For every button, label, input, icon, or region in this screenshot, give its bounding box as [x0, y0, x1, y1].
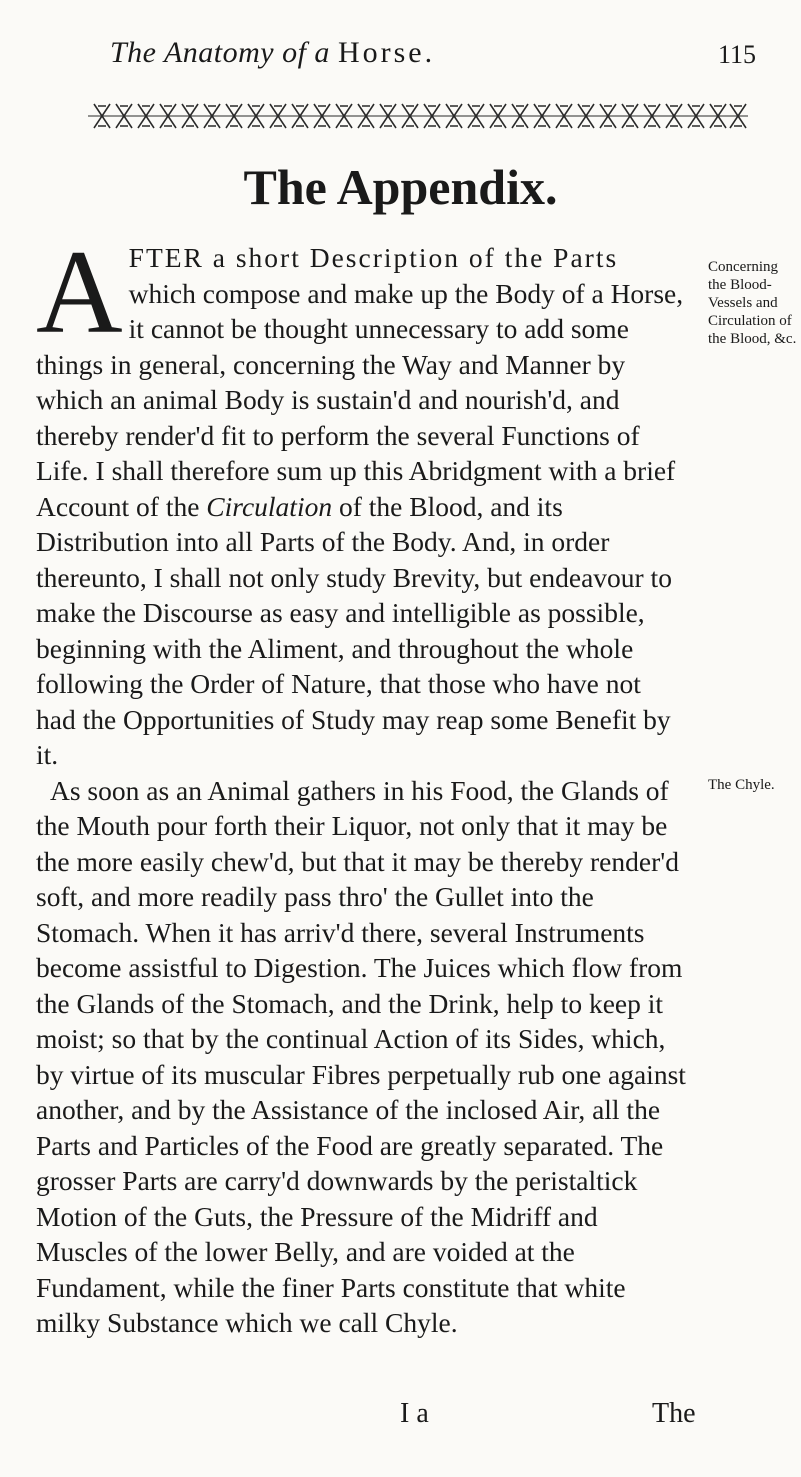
running-head: [110, 36, 670, 70]
page-number: 115: [718, 40, 757, 69]
margin-note-circulation: Concerning the Blood-Vessels and Circulation of the Blood, &c.: [708, 259, 797, 347]
margin-note-chyle: The Chyle.: [708, 777, 775, 793]
catchword: The: [652, 1398, 696, 1429]
signature-mark: I a: [400, 1398, 429, 1429]
paragraph-1-text-cont: of the Blood, and its Distribution into all Parts of the Body. And, in order thereunto, I shall not only study Brevity, but endeavour to make the Discourse as easy and intelligible as possible, beginning with the Aliment, and throughout the whole following the Order of Nature, that those who have not had the Opportunities of Study may reap some Benefit by it.: [36, 490, 672, 770]
paragraph-1: [36, 225, 686, 773]
running-title-horse: Horse.: [337, 36, 436, 69]
body-text: [36, 225, 686, 1341]
running-title: The Anatomy of a: [110, 36, 330, 69]
paragraph-1-italic: Circulation: [206, 490, 333, 522]
paragraph-1-text: which compose and make up the Body of a Horse, it cannot be thought unnecessary to add some things in general, concerning the Way and Manner by which an animal Body is sustain'd and nourish'd, and thereby render'd fit to perform the several Functions of Life. I shall therefore sum up this Abridgment with a brief Account of the: [36, 277, 684, 522]
ornament-band-icon: [88, 100, 748, 132]
paragraph-2: As soon as an Animal gathers in his Food, the Glands of the Mouth pour forth their Liquor, not only that it may be the more easily chew'd, but that it may be thereby render'd soft, and more readily pass thro' the Gullet into the Stomach. When it has arriv'd there, several Instruments become assistful to Digestion. The Juices which flow from the Glands of the Stomach, and the Drink, help to keep it moist; so that by the continual Action of its Sides, which, by virtue of its muscular Fibres perpetually rub one against another, and by the Assistance of the inclosed Air, all the Parts and Particles of the Food are greatly separated. The grosser Parts are carry'd downwards by the peristaltick Motion of the Guts, the Pressure of the Midriff and Muscles of the lower Belly, and are voided at the Fundament, while the finer Parts constitute that white milky Substance which we call Chyle.: [36, 774, 686, 1338]
paragraph-1-first-line: FTER a short Description of the Parts: [128, 242, 619, 273]
section-title: The Appendix.: [243, 159, 558, 215]
drop-cap: A: [36, 225, 123, 358]
